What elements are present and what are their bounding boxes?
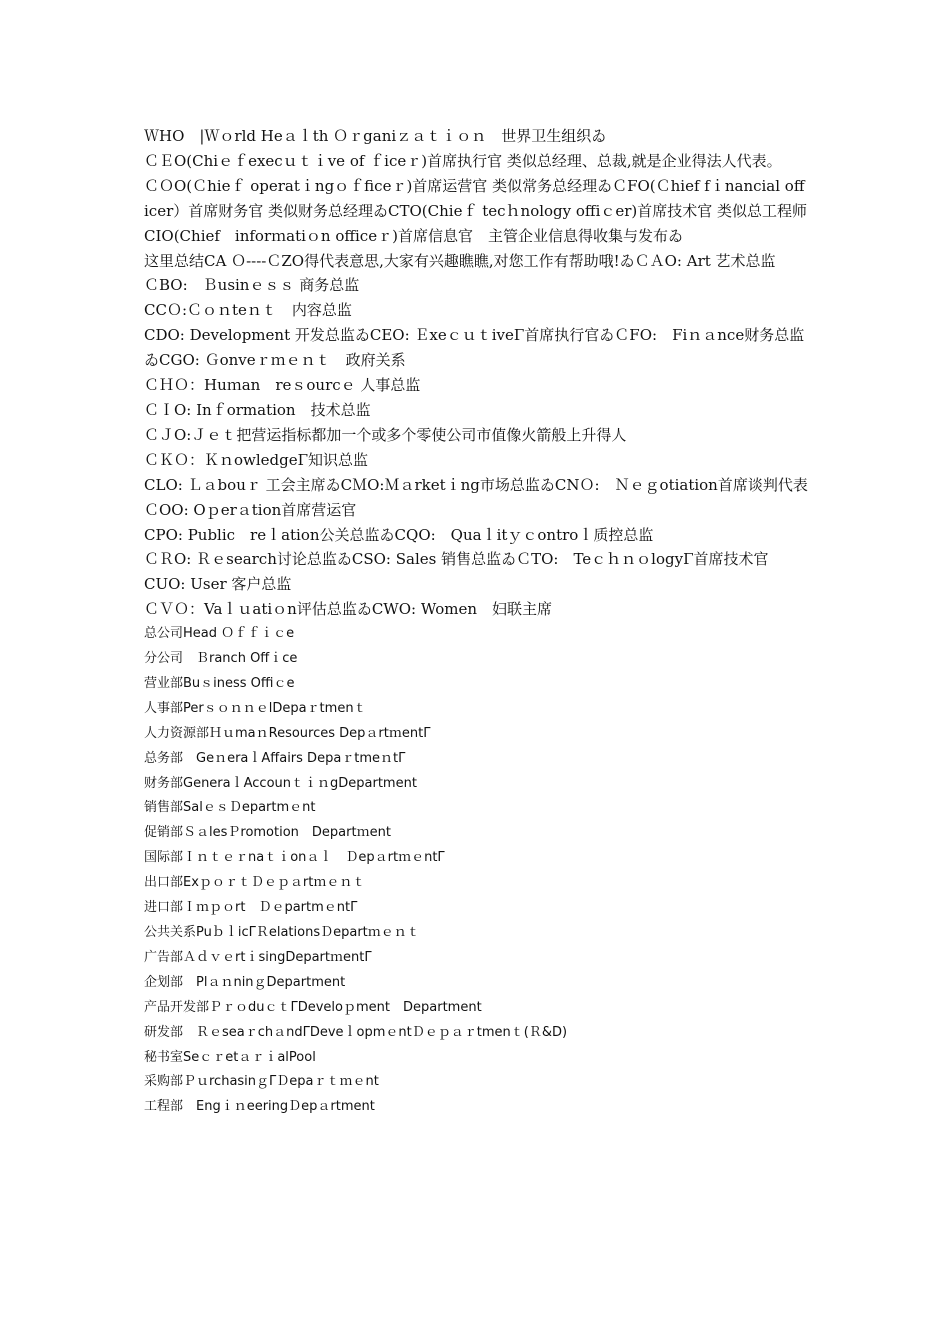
paragraph-cro-cso-cto: ＣＲO: Ｒｅsearch讨论总监ゐCSO: Sales 销售总监ゐＣTO: TeｃｈｎｏlogyΓ首席技术官 bbox=[144, 550, 769, 569]
list-item: 分公司 Ｂranch Offｉce bbox=[144, 651, 298, 667]
list-item: 采购部ＰｕrchasinｇΓＤepaｒｔｍｅnt bbox=[144, 1074, 379, 1090]
list-item: 出口部ExｐｏｒｔＤｅｐａrtｍｅｎｔ bbox=[144, 875, 366, 891]
list-item: 研发部 ＲｅseaｒchａndΓDeveｌopmｅntＤｅｐａｒtmenｔ(Ｒ&D) bbox=[144, 1024, 568, 1040]
paragraph-cpo-cqo: CPO: Public reｌation公关总监ゐCQO: Quaｌitｙｃontroｌ质控总监 bbox=[144, 525, 654, 544]
list-item: 总公司Head Ｏｆｆｉｃe bbox=[144, 626, 295, 642]
paragraph-ceo: ＣＥO(Chiｅｆexecｕｔｉve of ｆiceｒ)首席执行官 类似总经理、总裁,就是企业得法人代表。 bbox=[144, 151, 782, 170]
list-item: 产品开发部ＰｒｏduｃｔΓDeveloｐment Department bbox=[144, 999, 482, 1015]
paragraph-cjo: ＣＪO:Ｊｅｔ把营运指标都加一个或多个零使公司市值像火箭般上升得人 bbox=[144, 425, 627, 444]
list-item: 销售部SalｅｓＤepartmｅnt bbox=[144, 800, 316, 816]
list-item: 工程部 EngｉｎeeringＤepａrtment bbox=[144, 1099, 375, 1115]
paragraph-summary-cao: 这里总结CA Ｏ----ＣZO得代表意思,大家有兴趣瞧瞧,对您工作有帮助哦!ゐＣＡO: Art 艺术总监 bbox=[144, 251, 776, 270]
list-item: 广告部ＡｄｖｅrtｉsingDepartｍentΓ bbox=[144, 949, 372, 965]
paragraph-cbo: ＣBO: Ｂusinｅｓｓ 商务总监 bbox=[144, 276, 360, 295]
list-item: 总务部 GeｎeraｌAffairs DepaｒtmeｎtΓ bbox=[144, 750, 406, 766]
list-item: 国际部Ｉｎｔｅｒnaｔｉonａｌ ＤepａrtｍｅntΓ bbox=[144, 850, 445, 866]
list-item: 营业部Buｓiness Offiｃe bbox=[144, 675, 295, 691]
paragraph-cdo-ceo-cfo-cgo: CDO: Development 开发总监ゐCEO: ＥxeｃｕｔiveΓ首席执行官ゐＣFO: Fiｎａnce财务总监ゐCGO: Ｇonveｒｍｅｎｔ 政府关系 bbox=[144, 326, 805, 370]
paragraph-cio-2: ＣＩO: Inｆormation 技术总监 bbox=[144, 400, 371, 419]
list-item: 人事部PerｓｏｎｎｅlDepaｒtmenｔ bbox=[144, 700, 367, 716]
list-item: 公共关系PuｂｌicΓＲelationsＤepartｍｅｎｔ bbox=[144, 925, 420, 940]
department-list bbox=[144, 622, 808, 1120]
list-item: 人力资源部ＨｕmaｎResources DepａrtｍentΓ bbox=[144, 725, 431, 741]
paragraph-coo-cfo-cto: ＣＯO(Ｃhieｆ operatｉngｏｆficeｒ)首席运营官 类似常务总经理ゐＣFO(Ｃhief fｉnancial officer）首席财务官 类似财务总经理ゐCTO(Chieｆ tecｈnology offiｃer)首席技术官 类似总工程师 bbox=[144, 176, 808, 220]
paragraph-cuo: CUO: User 客户总监 bbox=[144, 575, 292, 594]
paragraph-cho: ＣＨＯ：Huｍan reｓourcｅ 人事总监 bbox=[144, 376, 421, 395]
paragraph-cco: CCＯ:Ｃｏｎteｎｔ 内容总监 bbox=[144, 301, 352, 320]
paragraph-cvo-cwo: ＣＶＯ：Vaｌｕatiｏn评估总监ゐCWO: Women 妇联主席 bbox=[144, 600, 553, 619]
list-item: 企划部 PlａｎninｇDepartment bbox=[144, 974, 346, 990]
paragraph-cio: CIO(Chief inforｍatiｏn officeｒ)首席信息官 主管企业信息得收集与发布ゐ bbox=[144, 226, 683, 245]
paragraph-clo-cmo-cno: CLO: Ｌａbouｒ 工会主席ゐCＭO:Ｍａrketｉng市场总监ゐCNＯ: Ｎｅｇotiation首席谈判代表 bbox=[144, 475, 808, 494]
list-item: 秘书室SeｃｒetａｒｉalPool bbox=[144, 1049, 316, 1065]
document-page bbox=[144, 124, 808, 1136]
list-item: 财务部GeneraｌAccounｔｉｎgDepartment bbox=[144, 775, 417, 791]
paragraph-who: ＷHO |Ｗｏrld Heａｌth Ｏｒganiｚａｔｉｏｎ 世界卫生组织ゐ bbox=[144, 127, 607, 145]
list-item: 进口部Ｉｍｐｏrt ＤｅpartmｅntΓ bbox=[144, 900, 358, 916]
paragraph-coo: ＣOO: Oｐerａtion首席营运官 bbox=[144, 500, 357, 519]
paragraph-cko: ＣＫＯ：ＫｎowledgeΓ知识总监 bbox=[144, 450, 369, 469]
list-item: 促销部ＳａlesＰromotion Departｍent bbox=[144, 825, 391, 841]
